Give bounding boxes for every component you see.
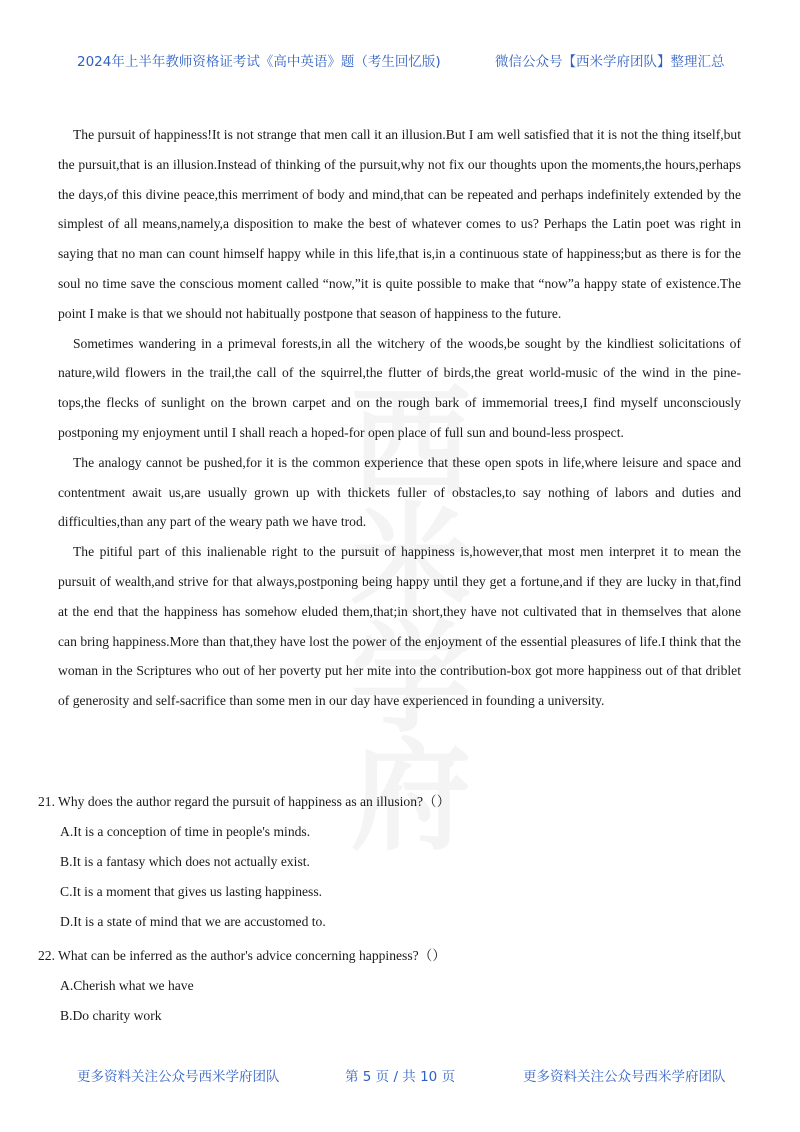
- answer-option: C.It is a moment that gives us lasting happiness.: [60, 884, 323, 899]
- answer-option: B.Do charity work: [60, 1008, 162, 1023]
- watermark-char: 学: [351, 610, 471, 749]
- footer-promo-left: 更多资料关注公众号西米学府团队: [77, 1069, 280, 1085]
- passage-paragraph: Sometimes wandering in a primeval forests,in all the witchery of the woods,be sought by the kindliest solicitations of nature,wild flowers in the trail,the call of the squirrel,the flutter of birds,the great world-music of the wind in the pine-tops,the flecks of sunlight on the brown carpet and on the rough bark of immemorial trees,I find myself unconsciously postponing my enjoyment until I shall reach a hoped-for open place of full sun and bound-less prospect.: [58, 335, 741, 440]
- question-number: 21.: [38, 794, 55, 809]
- question-stem: [38, 941, 738, 971]
- question-stem: [38, 787, 738, 817]
- watermark-char: 西: [351, 374, 471, 513]
- question-text: What can be inferred as the author's advice concerning happiness?（）: [58, 948, 446, 963]
- page-number: 第 5 页 / 共 10 页: [345, 1069, 456, 1085]
- passage-paragraph: The pitiful part of this inalienable right to the pursuit of happiness is,however,that most men interpret it to mean the pursuit of wealth,and strive for that always,postponing being happy until they get a fortune,and if they are lucky in that,find at the end that the happiness has somehow eluded them,that;in short,they have not cultivated that in themselves that alone can bring happiness.More than that,they have lost the power of the enjoyment of the essential pleasures of life.I think that the woman in the Scriptures who out of her poverty put her mite into the contribution-box got more happiness out of that driblet of generosity and self-sacrifice than some men in our day have experienced in founding a university.: [58, 544, 741, 709]
- answer-option: D.It is a state of mind that we are accustomed to.: [60, 914, 326, 929]
- page-header: [0, 50, 800, 72]
- passage-paragraph: The pursuit of happiness!It is not strange that men call it an illusion.But I am well satisfied that it is not the thing itself,but the pursuit,that is an illusion.Instead of thinking of the pursuit,why not fix our thoughts upon the moments,the hours,perhaps the days,of this divine peace,this merriment of body and mind,that can be repeated and perhaps indefinitely extended by the simplest of all means,namely,a disposition to make the best of whatever comes to us? Perhaps the Latin poet was right in saying that no man can count himself happy while in this life,that is,in a continuous state of happiness;but as there is for the soul no time save the conscious moment called “now,”it is quite possible to make that “now”a happy state of existence.The point I make is that we should not habitually postpone that season of happiness to the future.: [58, 127, 741, 321]
- reading-passage: [58, 120, 741, 716]
- answer-option: A.It is a conception of time in people's minds.: [60, 824, 311, 839]
- header-source: 微信公众号【西米学府团队】整理汇总: [495, 54, 725, 70]
- passage-paragraph: The analogy cannot be pushed,for it is the common experience that these open spots in life,where leisure and space and contentment await us,are usually grown up with thickets fuller of obstacles,to say nothing of labors and duties and difficulties,than any part of the weary path we have trod.: [58, 454, 741, 530]
- watermark-char: 府: [351, 728, 471, 867]
- footer-promo-right: 更多资料关注公众号西米学府团队: [523, 1069, 726, 1085]
- question-text: Why does the author regard the pursuit of happiness as an illusion?（）: [58, 794, 451, 809]
- answer-option: A.Cherish what we have: [60, 978, 194, 993]
- answer-option: B.It is a fantasy which does not actually exist.: [60, 854, 310, 869]
- question-number: 22.: [38, 948, 55, 963]
- page-footer: [0, 1065, 800, 1085]
- question-21: [38, 787, 738, 937]
- question-22: [38, 941, 738, 1031]
- header-exam-title: 2024年上半年教师资格证考试《高中英语》题（考生回忆版): [77, 54, 441, 70]
- question-list: [38, 787, 738, 1031]
- watermark-char: 米: [351, 492, 471, 631]
